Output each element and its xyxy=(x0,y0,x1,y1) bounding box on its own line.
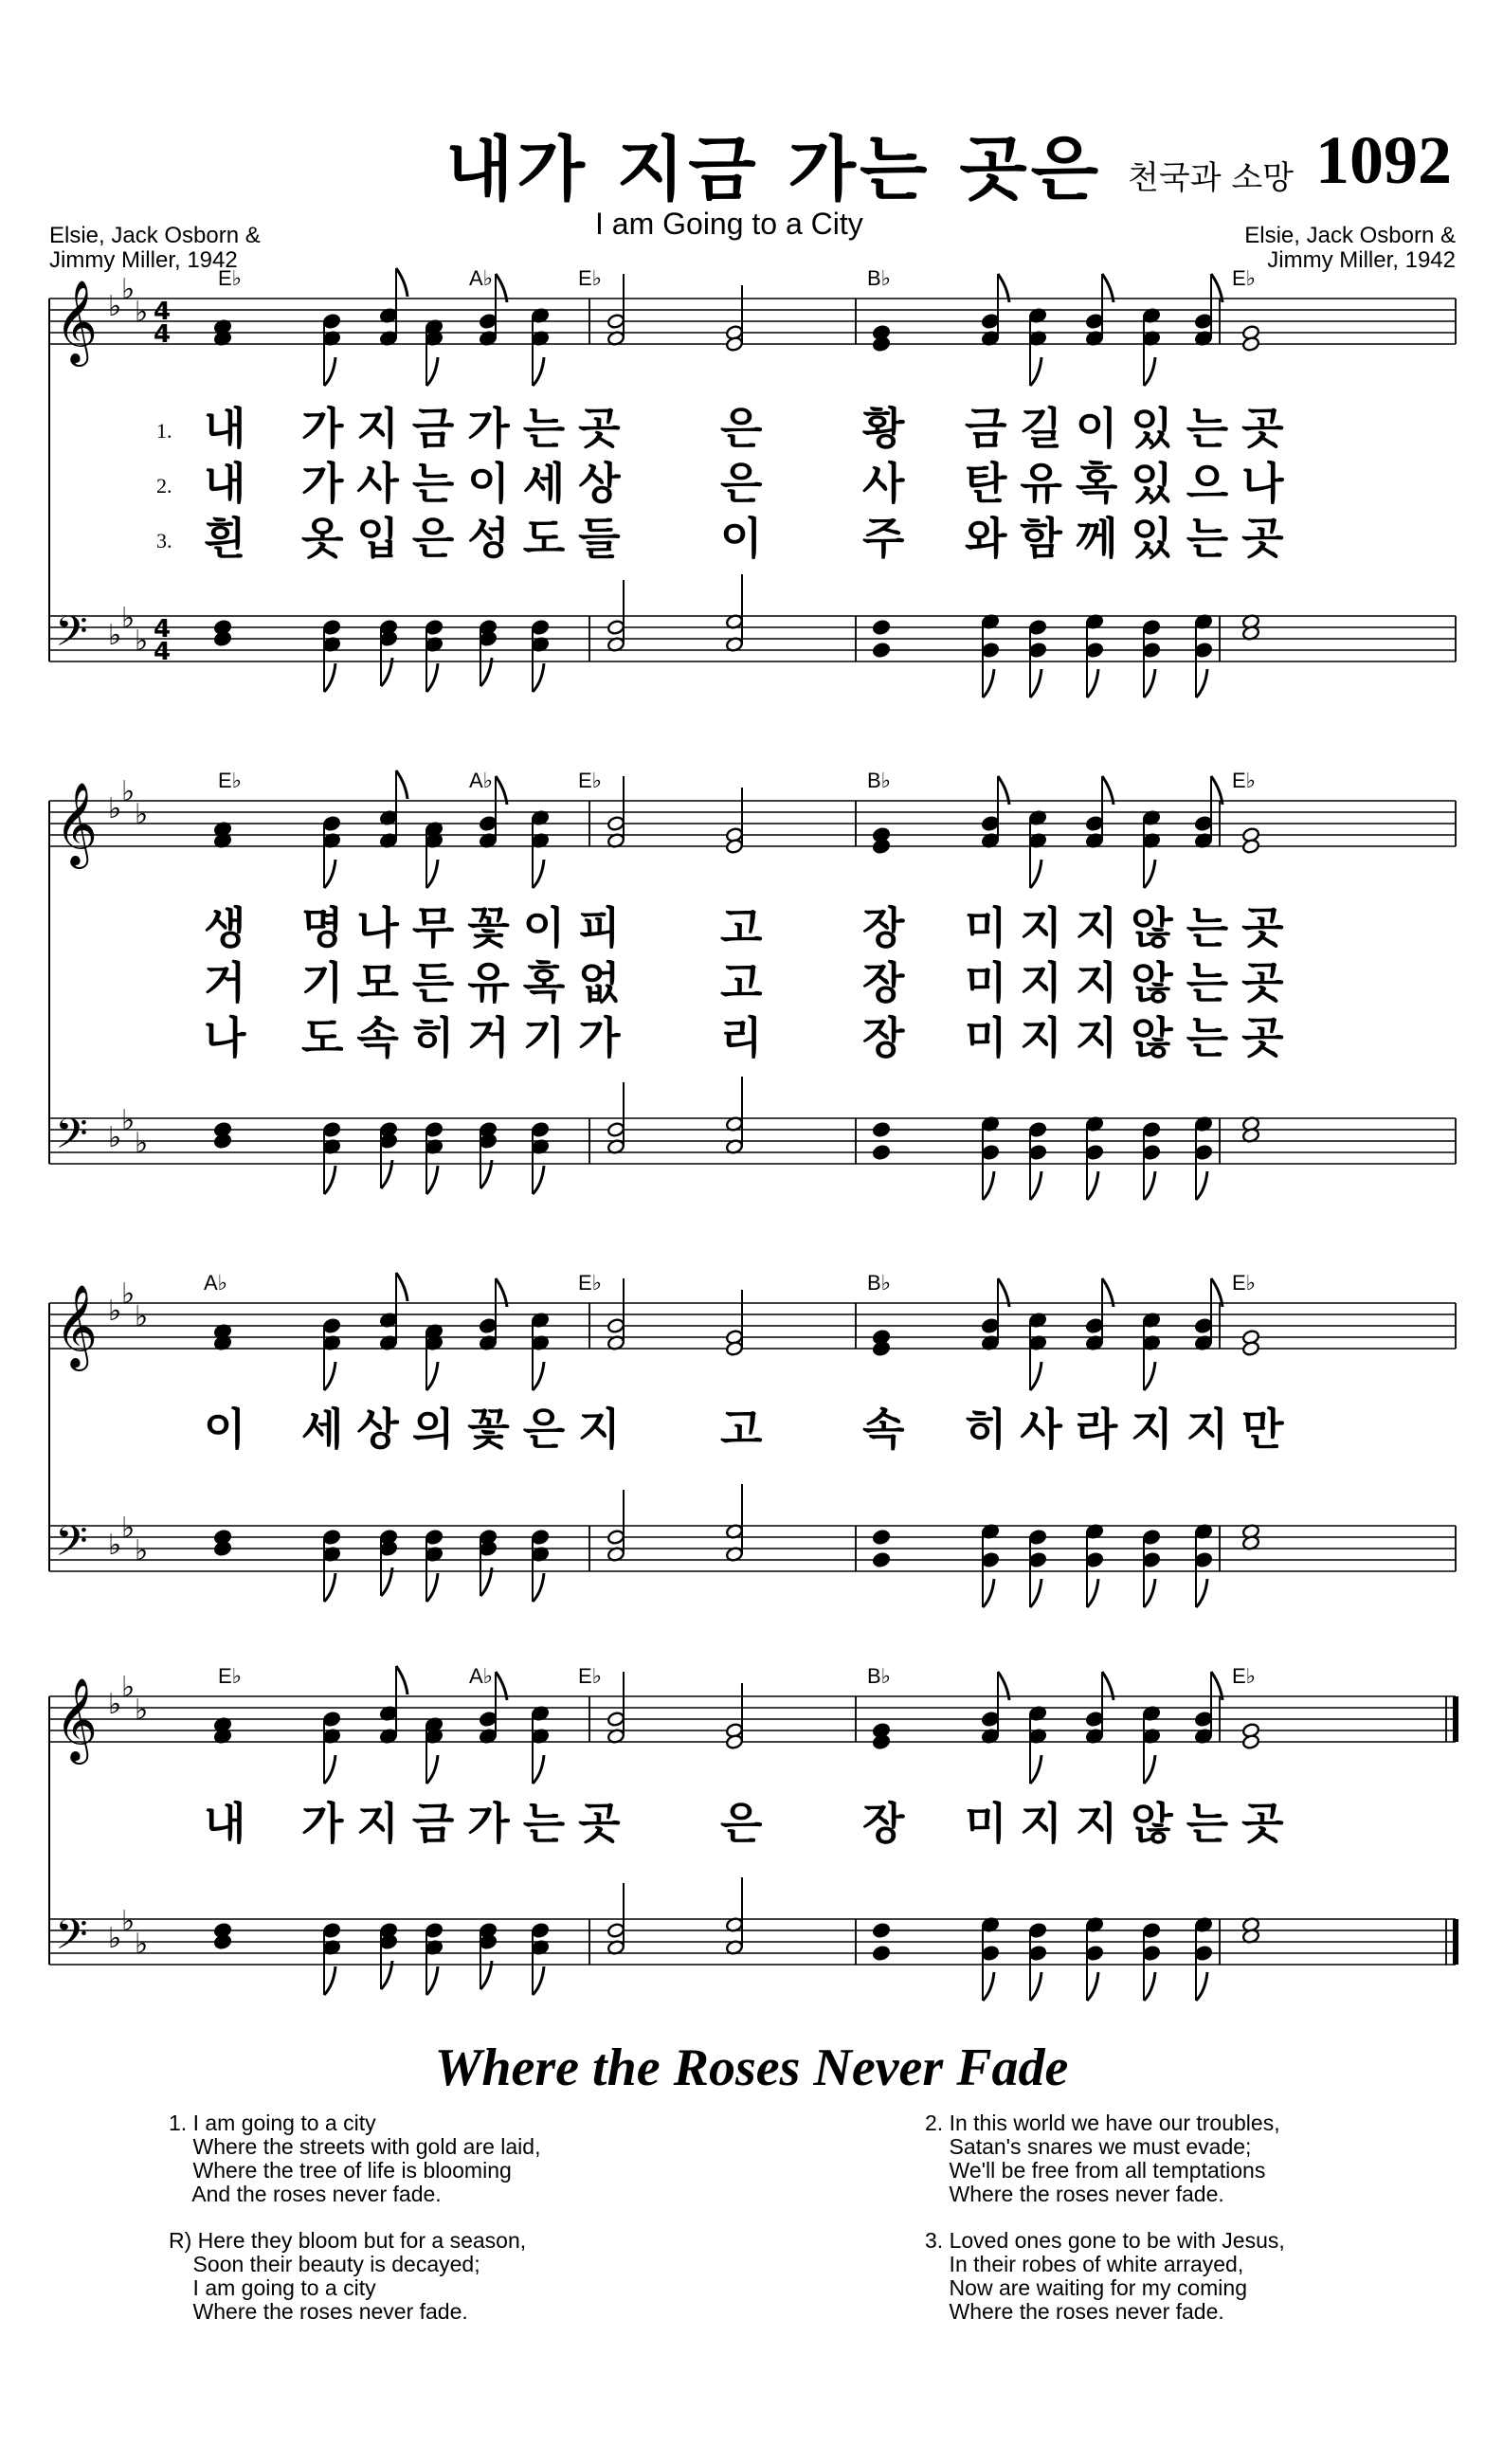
note-head xyxy=(872,643,890,659)
chord-symbol: A♭ xyxy=(469,769,494,792)
note-flag xyxy=(983,1579,994,1607)
hymn-title-english: I am Going to a City xyxy=(595,207,863,241)
note-head xyxy=(379,1541,397,1557)
note-head xyxy=(1241,1341,1259,1357)
english-stanza-2: 2. In this world we have our troubles, Satan's snares we must evade; We'll be free from all temptations Where the roses never fade. xyxy=(925,2111,1280,2206)
note-flag xyxy=(533,1166,544,1194)
note-head xyxy=(322,1318,340,1334)
note-head xyxy=(1194,1712,1212,1728)
note-flag xyxy=(324,357,335,386)
note-head xyxy=(872,1734,890,1750)
note-head xyxy=(1241,839,1259,855)
note-head xyxy=(479,1318,497,1334)
treble-clef-icon: 𝄞 xyxy=(55,279,98,363)
lyric-syllables: 탄유혹있으나 xyxy=(965,458,1297,509)
lyric-syllables: 옷입은성도들 xyxy=(301,513,634,564)
hymn-number: 1092 xyxy=(1315,122,1452,198)
note-head xyxy=(322,314,340,330)
note-flag xyxy=(1087,1972,1098,2001)
note-flag xyxy=(983,1972,994,2001)
flat-icon: ♭ xyxy=(135,798,149,831)
lyric-syllables: 황 xyxy=(862,403,905,454)
lyric-syllables: 기모든유혹없 xyxy=(301,957,634,1008)
chord-symbol: E♭ xyxy=(578,266,603,290)
lyric-syllables: 미지지않는곳 xyxy=(965,1798,1297,1849)
note-flag xyxy=(533,1966,544,1995)
note-head xyxy=(981,643,999,659)
note-flag xyxy=(1144,1972,1155,2001)
lyric-syllables: 가사는이세상 xyxy=(301,458,634,509)
lyric-syllables: 흰 xyxy=(204,513,246,564)
lyric-syllables: 미지지않는곳 xyxy=(965,902,1297,953)
chord-symbol: E♭ xyxy=(1232,1271,1257,1295)
flat-icon: ♭ xyxy=(108,290,122,323)
note-flag xyxy=(1030,1362,1041,1390)
lyric-syllables: 리 xyxy=(720,1012,763,1063)
note-head xyxy=(479,1934,497,1950)
note-flag xyxy=(324,1166,335,1194)
note-head xyxy=(322,1122,340,1138)
treble-clef-icon: 𝄞 xyxy=(55,1676,98,1761)
note-head xyxy=(1085,643,1103,659)
note-head xyxy=(531,1923,549,1939)
note-flag xyxy=(1030,357,1041,386)
lyric-syllables: 고 xyxy=(720,957,763,1008)
lyric-syllables: 나 xyxy=(204,1012,246,1063)
note-head xyxy=(1028,1122,1046,1138)
note-head xyxy=(981,1552,999,1568)
note-head xyxy=(425,1530,443,1546)
author-credit-right-line2: Jimmy Miller, 1942 xyxy=(1267,247,1456,273)
note-flag xyxy=(324,1755,335,1784)
note-flag xyxy=(426,1573,438,1602)
note-head xyxy=(1142,1946,1160,1962)
flat-icon: ♭ xyxy=(135,1534,149,1567)
lyric-syllables: 금길이있는곳 xyxy=(965,403,1297,454)
author-credit-left-line1: Elsie, Jack Osborn & xyxy=(49,223,261,248)
note-head xyxy=(479,816,497,832)
note-head xyxy=(213,1541,231,1557)
note-head xyxy=(1142,1552,1160,1568)
note-head xyxy=(322,620,340,636)
note-flag xyxy=(1144,357,1155,386)
note-head xyxy=(425,1923,443,1939)
note-head xyxy=(872,1122,890,1138)
note-head xyxy=(1142,1923,1160,1939)
lyric-syllables: 도속히거기가 xyxy=(301,1012,634,1063)
note-head xyxy=(1085,1552,1103,1568)
note-head xyxy=(213,1133,231,1150)
note-head xyxy=(1085,1318,1103,1334)
flat-icon: ♭ xyxy=(121,1905,136,1938)
note-head xyxy=(607,1530,625,1546)
lyric-syllables: 은 xyxy=(720,1798,763,1849)
note-head xyxy=(1142,1145,1160,1161)
note-head xyxy=(607,1923,625,1939)
note-head xyxy=(1028,1552,1046,1568)
hymnbook-section: 천국과 소망 xyxy=(1128,159,1295,197)
lyric-syllables: 와함께있는곳 xyxy=(965,513,1297,564)
note-head xyxy=(1028,1145,1046,1161)
note-flag xyxy=(533,1573,544,1602)
note-head xyxy=(607,314,625,330)
note-head xyxy=(1028,1923,1046,1939)
note-flag xyxy=(1196,669,1207,698)
note-head xyxy=(1194,1318,1212,1334)
note-head xyxy=(531,1122,549,1138)
note-flag xyxy=(1087,1579,1098,1607)
lyric-syllables: 히사라지지만 xyxy=(965,1404,1297,1455)
chord-symbol: E♭ xyxy=(578,1664,603,1688)
lyric-syllables: 장 xyxy=(862,1012,905,1063)
lyric-syllables: 거 xyxy=(204,957,246,1008)
note-head xyxy=(1194,643,1212,659)
time-signature: 4 xyxy=(154,615,172,643)
lyric-syllables: 세상의꽃은지 xyxy=(301,1404,634,1455)
note-head xyxy=(1085,816,1103,832)
note-head xyxy=(379,1133,397,1150)
note-flag xyxy=(426,357,438,386)
note-flag xyxy=(1030,1755,1041,1784)
note-flag xyxy=(324,1573,335,1602)
lyric-syllables: 장 xyxy=(862,1798,905,1849)
note-flag xyxy=(324,1362,335,1390)
note-head xyxy=(213,631,231,647)
lyric-syllables: 생 xyxy=(204,902,246,953)
flat-icon: ♭ xyxy=(108,1295,122,1328)
chord-symbol: E♭ xyxy=(218,266,243,290)
note-flag xyxy=(426,663,438,692)
note-flag xyxy=(1144,669,1155,698)
note-head xyxy=(872,620,890,636)
note-flag xyxy=(324,860,335,888)
lyric-syllables: 이 xyxy=(204,1404,246,1455)
note-flag xyxy=(533,1755,544,1784)
lyric-syllables: 은 xyxy=(720,403,763,454)
note-head xyxy=(607,1122,625,1138)
note-head xyxy=(872,1923,890,1939)
lyric-syllables: 장 xyxy=(862,957,905,1008)
chord-symbol: E♭ xyxy=(578,1271,603,1295)
chord-symbol: E♭ xyxy=(218,1664,243,1688)
note-head xyxy=(1085,1145,1103,1161)
note-flag xyxy=(1196,1972,1207,2001)
note-head xyxy=(1241,336,1259,353)
note-flag xyxy=(1030,1579,1041,1607)
english-stanza-1: 1. I am going to a city Where the streets with gold are laid, Where the tree of life is blooming And the roses never fade. xyxy=(169,2111,541,2206)
chord-symbol: A♭ xyxy=(204,1271,228,1295)
note-head xyxy=(479,631,497,647)
note-flag xyxy=(1087,1171,1098,1200)
note-head xyxy=(981,1318,999,1334)
note-head xyxy=(322,1530,340,1546)
lyric-syllables: 은 xyxy=(720,458,763,509)
note-head xyxy=(1142,620,1160,636)
note-head xyxy=(1142,1530,1160,1546)
bass-clef-icon: 𝄢 xyxy=(55,1910,88,1969)
lyric-syllables: 주 xyxy=(862,513,905,564)
note-head xyxy=(1028,1946,1046,1962)
note-flag xyxy=(1030,860,1041,888)
english-stanza-3: 3. Loved ones gone to be with Jesus, In their robes of white arrayed, Now are waiting for my coming Where the roses never fade. xyxy=(925,2228,1285,2324)
note-head xyxy=(479,1712,497,1728)
chord-symbol: B♭ xyxy=(867,1271,892,1295)
lyric-syllables: 사 xyxy=(862,458,905,509)
lyric-syllables: 이 xyxy=(720,513,763,564)
flat-icon: ♭ xyxy=(121,273,136,306)
author-credit-right-line1: Elsie, Jack Osborn & xyxy=(1244,223,1456,248)
note-head xyxy=(725,1341,743,1357)
note-head xyxy=(1085,1946,1103,1962)
flat-icon: ♭ xyxy=(121,1512,136,1545)
note-head xyxy=(872,1946,890,1962)
flat-icon: ♭ xyxy=(121,602,136,635)
note-head xyxy=(1194,816,1212,832)
time-signature: 4 xyxy=(154,298,172,326)
flat-icon: ♭ xyxy=(108,1922,122,1955)
note-head xyxy=(1028,620,1046,636)
note-flag xyxy=(324,663,335,692)
flat-icon: ♭ xyxy=(135,1300,149,1333)
note-head xyxy=(725,839,743,855)
note-head xyxy=(981,1946,999,1962)
lyric-syllables: 내 xyxy=(204,403,246,454)
note-flag xyxy=(1144,1755,1155,1784)
flat-icon: ♭ xyxy=(108,1688,122,1721)
note-flag xyxy=(1196,1579,1207,1607)
verse-number: 3. xyxy=(156,529,172,553)
note-flag xyxy=(1144,860,1155,888)
chord-symbol: B♭ xyxy=(867,1664,892,1688)
note-head xyxy=(872,1145,890,1161)
note-head xyxy=(425,1122,443,1138)
note-flag xyxy=(1196,1171,1207,1200)
time-signature: 4 xyxy=(154,638,172,666)
chord-symbol: E♭ xyxy=(1232,1664,1257,1688)
note-flag xyxy=(983,669,994,698)
note-flag xyxy=(533,357,544,386)
lyric-syllables: 미지지않는곳 xyxy=(965,957,1297,1008)
lyric-syllables: 가지금가는곳 xyxy=(301,1798,634,1849)
note-flag xyxy=(396,268,407,297)
note-head xyxy=(379,1934,397,1950)
note-head xyxy=(1085,1712,1103,1728)
note-head xyxy=(479,1541,497,1557)
lyric-syllables: 고 xyxy=(720,902,763,953)
note-flag xyxy=(1144,1362,1155,1390)
note-head xyxy=(1194,1946,1212,1962)
english-refrain: R) Here they bloom but for a season, Soon their beauty is decayed; I am going to a city Where the roses never fade. xyxy=(169,2228,527,2324)
note-head xyxy=(1028,1530,1046,1546)
note-head xyxy=(1194,1552,1212,1568)
note-head xyxy=(725,1734,743,1750)
chord-symbol: A♭ xyxy=(469,266,494,290)
author-credit-left-line2: Jimmy Miller, 1942 xyxy=(49,247,238,273)
chord-symbol: E♭ xyxy=(1232,266,1257,290)
note-head xyxy=(322,816,340,832)
note-flag xyxy=(1030,1972,1041,2001)
note-flag xyxy=(1087,669,1098,698)
note-head xyxy=(1028,643,1046,659)
chord-symbol: E♭ xyxy=(218,769,243,792)
verse-number: 2. xyxy=(156,474,172,498)
lyric-syllables: 내 xyxy=(204,458,246,509)
flat-icon: ♭ xyxy=(135,1694,149,1727)
note-head xyxy=(425,620,443,636)
note-head xyxy=(1194,314,1212,330)
note-head xyxy=(981,816,999,832)
note-head xyxy=(981,1145,999,1161)
note-head xyxy=(607,620,625,636)
note-head xyxy=(322,1712,340,1728)
flat-icon: ♭ xyxy=(121,1671,136,1704)
note-head xyxy=(607,1318,625,1334)
note-head xyxy=(1194,1145,1212,1161)
note-head xyxy=(479,314,497,330)
lyric-syllables: 속 xyxy=(862,1404,905,1455)
note-head xyxy=(1142,643,1160,659)
note-head xyxy=(872,839,890,855)
note-head xyxy=(1241,1734,1259,1750)
note-flag xyxy=(1030,669,1041,698)
note-head xyxy=(479,1133,497,1150)
chord-symbol: E♭ xyxy=(1232,769,1257,792)
note-flag xyxy=(426,860,438,888)
verse-number: 1. xyxy=(156,419,172,443)
flat-icon: ♭ xyxy=(108,1529,122,1562)
treble-clef-icon: 𝄞 xyxy=(55,1283,98,1368)
note-head xyxy=(1085,314,1103,330)
note-head xyxy=(872,1552,890,1568)
lyric-syllables: 명나무꽃이피 xyxy=(301,902,634,953)
note-flag xyxy=(533,663,544,692)
bass-clef-icon: 𝄢 xyxy=(55,607,88,666)
note-flag xyxy=(1144,1171,1155,1200)
note-head xyxy=(531,620,549,636)
note-flag xyxy=(396,770,407,799)
lyric-syllables: 내 xyxy=(204,1798,246,1849)
note-head xyxy=(213,1934,231,1950)
hymn-title-korean: 내가 지금 가는 곳은 xyxy=(445,129,1103,210)
note-head xyxy=(981,1712,999,1728)
note-head xyxy=(607,1712,625,1728)
flat-icon: ♭ xyxy=(135,296,149,329)
chord-symbol: B♭ xyxy=(867,266,892,290)
flat-icon: ♭ xyxy=(108,792,122,825)
chord-symbol: B♭ xyxy=(867,769,892,792)
note-flag xyxy=(426,1755,438,1784)
flat-icon: ♭ xyxy=(108,619,122,652)
flat-icon: ♭ xyxy=(135,1127,149,1160)
note-head xyxy=(379,631,397,647)
note-head xyxy=(872,1341,890,1357)
flat-icon: ♭ xyxy=(121,1277,136,1311)
note-flag xyxy=(426,1166,438,1194)
note-flag xyxy=(533,1362,544,1390)
lyric-syllables: 미지지않는곳 xyxy=(965,1012,1297,1063)
note-head xyxy=(872,1530,890,1546)
note-head xyxy=(322,1923,340,1939)
flat-icon: ♭ xyxy=(121,1104,136,1137)
note-flag xyxy=(1030,1171,1041,1200)
note-flag xyxy=(1144,1579,1155,1607)
treble-clef-icon: 𝄞 xyxy=(55,781,98,865)
note-flag xyxy=(396,1273,407,1301)
note-head xyxy=(725,336,743,353)
lyric-syllables: 장 xyxy=(862,902,905,953)
flat-icon: ♭ xyxy=(121,775,136,808)
note-head xyxy=(981,314,999,330)
time-signature: 4 xyxy=(154,320,172,349)
note-flag xyxy=(324,1966,335,1995)
chord-symbol: A♭ xyxy=(469,1664,494,1688)
bass-clef-icon: 𝄢 xyxy=(55,1516,88,1576)
note-head xyxy=(607,816,625,832)
note-flag xyxy=(533,860,544,888)
note-head xyxy=(872,336,890,353)
note-flag xyxy=(426,1362,438,1390)
note-flag xyxy=(983,1171,994,1200)
flat-icon: ♭ xyxy=(135,625,149,658)
note-head xyxy=(531,1530,549,1546)
note-flag xyxy=(426,1966,438,1995)
note-flag xyxy=(396,1666,407,1694)
flat-icon: ♭ xyxy=(108,1121,122,1154)
english-title: Where the Roses Never Fade xyxy=(434,2038,1069,2097)
lyric-syllables: 가지금가는곳 xyxy=(301,403,634,454)
flat-icon: ♭ xyxy=(135,1928,149,1961)
note-head xyxy=(1142,1122,1160,1138)
bass-clef-icon: 𝄢 xyxy=(55,1109,88,1169)
chord-symbol: E♭ xyxy=(578,769,603,792)
lyric-syllables: 고 xyxy=(720,1404,763,1455)
